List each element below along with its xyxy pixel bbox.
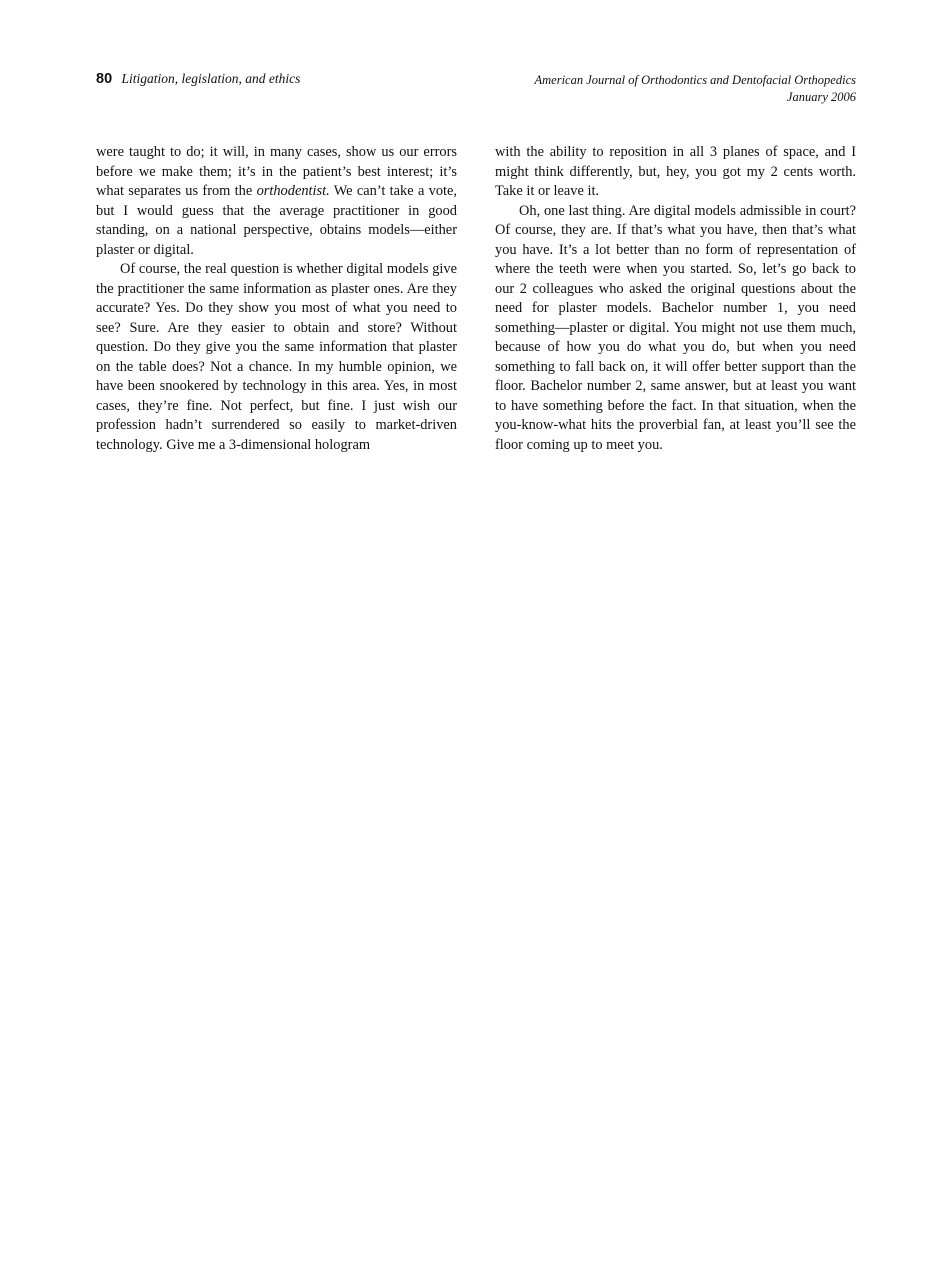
paragraph: Oh, one last thing. Are digital models admissible in court? Of course, they are. If that’s what you have, then that’s what you have. It’s a lot better than no form of representation of where the teeth were when you started. So, let’s go back to our 2 colleagues who asked the original questions about the need for plaster models. Bachelor number 1, you need something—plaster or digital. You might not use them much, because of how you do what you do, but when you need something to fall back on, it will offer better support than the floor. Bachelor number 2, same answer, but at least you want to have something before the fact. In that situation, when the you-know-what hits the proverbial fan, at least you’ll see the floor coming up to meet you. <box>495 202 856 453</box>
journal-title: American Journal of Orthodontics and Dentofacial Orthopedics <box>534 73 856 87</box>
article-body <box>96 143 856 455</box>
paragraph: Of course, the real question is whether digital models give the practitioner the same information as plaster ones. Are they accurate? Yes. Do they show you most of what you need to see? Sure. Are they easier to obtain and store? Without question. Do they give you the same information that plaster on the table does? Not a chance. In my humble opinion, we have been snookered by technology in this area. Yes, in most cases, they’re fine. Not perfect, but fine. I just wish our profession hadn’t surrendered so easily to market-driven technology. Give me a 3-dimensional hologram <box>96 261 457 453</box>
paragraph-continued: with the ability to reposition in all 3 planes of space, and I might think differently, but, hey, you got my 2 cents worth. Take it or leave it. <box>495 144 856 199</box>
emphasized-term: orthodentist. <box>256 183 330 199</box>
column-left <box>96 143 457 455</box>
section-title: Litigation, legislation, and ethics <box>121 71 301 86</box>
paragraph-continued <box>96 143 457 260</box>
issue-date: January 2006 <box>786 90 856 104</box>
column-right <box>495 143 856 455</box>
page-header <box>96 68 856 108</box>
running-head-right <box>535 72 857 106</box>
text-run: We can’t take a vote, but I would guess that the average practitioner in good standing, on a national perspective, obtains models—either plaster or digital. <box>96 183 458 258</box>
text-run: were taught to do; it will, in many cases, show us our errors before we make them; it’s in the patient’s best interest; it’s what separates us from the <box>96 144 457 199</box>
running-head-left <box>96 70 300 88</box>
page-number: 80 <box>96 71 113 87</box>
